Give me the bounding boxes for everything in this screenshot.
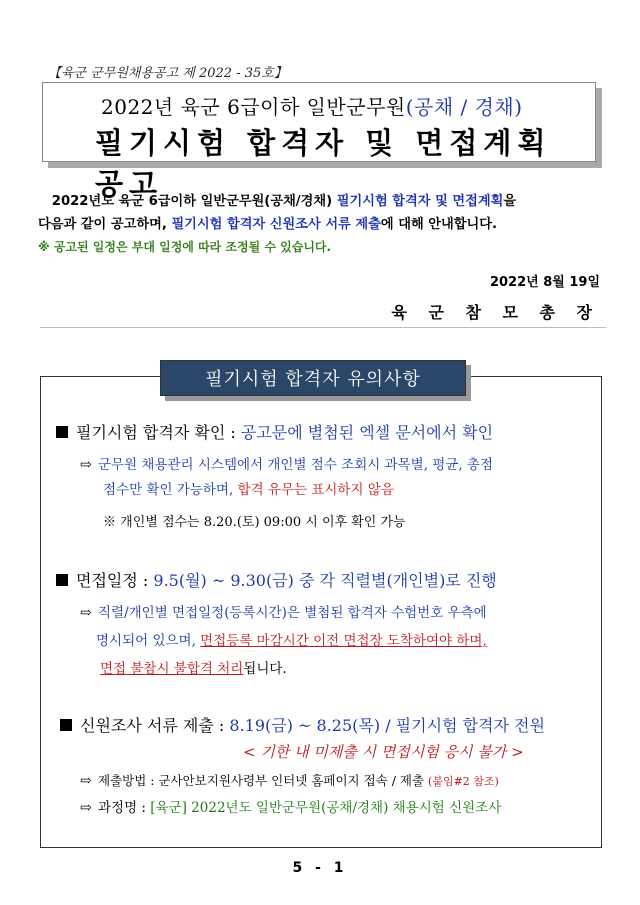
title-box [42,82,596,201]
detail-text: 점수만 확인 가능하며, [103,482,238,498]
detail-highlight: 면접등록 마감시간 이전 면접장 도착하여야 하며, [200,633,487,649]
title-line1-paren: (공채 / 경채) [405,95,523,119]
intro-line1 [38,190,606,213]
section1-detail [80,453,493,478]
section2-detail [80,601,487,626]
section3-course-name [80,796,501,821]
section-heading-value: 공고문에 별첨된 엑셀 문서에서 확인 [240,423,494,442]
notice-number: 【육군 군무원채용공고 제 2022 - 35호】 [48,66,287,81]
notice-box-banner: 필기시험 합격자 유의사항 [160,360,466,396]
section3-submission-method [80,768,499,794]
intro-highlight: 필기시험 합격자 및 면접계획 [336,194,504,209]
detail-highlight: [육군] 2022년도 일반군무원(공채/경채) 채용시험 신원조사 [150,800,502,816]
detail-text: 과정명 : [98,800,151,816]
issuer: 육 군 참 모 총 장 [391,303,600,322]
section-heading-value: 9.5(월) ~ 9.30(금) 중 각 직렬별(개인별)로 진행 [153,571,497,590]
intro-text: 을 [503,194,517,209]
intro-text: 2022년도 육군 6급이하 일반군무원(공채/경채) [51,194,337,209]
section-heading: 필기시험 합격자 확인 : [76,423,241,442]
detail-text: 됩니다. [243,661,287,677]
section2-detail-cont [96,629,487,654]
detail-text: 직렬/개인별 면접일정(등록시간)은 별첨된 합격자 수험번호 우측에 [98,605,487,621]
arrow-right-icon: ⇨ [80,773,92,789]
section-heading-value: 8.19(금) ~ 8.25(목) [229,716,381,735]
section-interview-schedule [56,568,497,591]
intro-paragraph [38,190,606,259]
divider [40,327,606,328]
arrow-right-icon: ⇨ [80,800,92,816]
notice-date: 2022년 8월 19일 [489,275,600,290]
section-background-check [60,713,545,736]
section-heading-value: / 필기시험 합격자 전원 [380,716,545,735]
section-heading: 신원조사 서류 제출 : [80,716,230,735]
section1-detail-cont [103,478,394,503]
section-written-exam-check [56,420,493,443]
title-line1 [101,91,523,120]
intro-note: ※ 공고된 일정은 부대 일정에 따라 조정될 수 있습니다. [38,240,332,254]
arrow-right-icon: ⇨ [80,457,92,473]
detail-text: 명시되어 있으며, [96,633,201,649]
deadline-warning: < 기한 내 미제출 시 면접시험 응시 불가 > [243,743,524,761]
detail-highlight: 면접 불참시 불합격 처리 [100,661,244,677]
detail-highlight: 합격 유무는 표시하지 않음 [237,482,394,498]
title-line2: 필기시험 합격자 및 면접계획 공고 [95,126,552,201]
intro-line2 [38,213,606,236]
intro-text: 다음과 같이 공고하며, [38,217,172,232]
intro-highlight: 필기시험 합격자 신원조사 서류 제출 [171,217,381,232]
square-bullet-icon [60,719,72,731]
detail-text: 군무원 채용관리 시스템에서 개인별 점수 조회시 과목별, 평균, 총점 [98,457,494,473]
detail-text: 제출방법 : 군사안보지원사령부 인터넷 홈페이지 접속 / 제출 [98,773,425,788]
section2-detail-cont2 [100,657,287,682]
title-line1-main: 2022년 육군 6급이하 일반군무원 [101,95,406,119]
section1-note: ※ 개인별 점수는 8.20.(토) 09:00 시 이후 확인 가능 [103,515,406,530]
square-bullet-icon [56,426,68,438]
square-bullet-icon [56,574,68,586]
intro-text: 에 대해 안내합니다. [380,217,497,232]
arrow-right-icon: ⇨ [80,605,92,621]
page-number: 5 - 1 [292,860,348,876]
section-heading: 면접일정 : [76,571,154,590]
detail-reference: (붙임#2 참조) [428,775,499,788]
